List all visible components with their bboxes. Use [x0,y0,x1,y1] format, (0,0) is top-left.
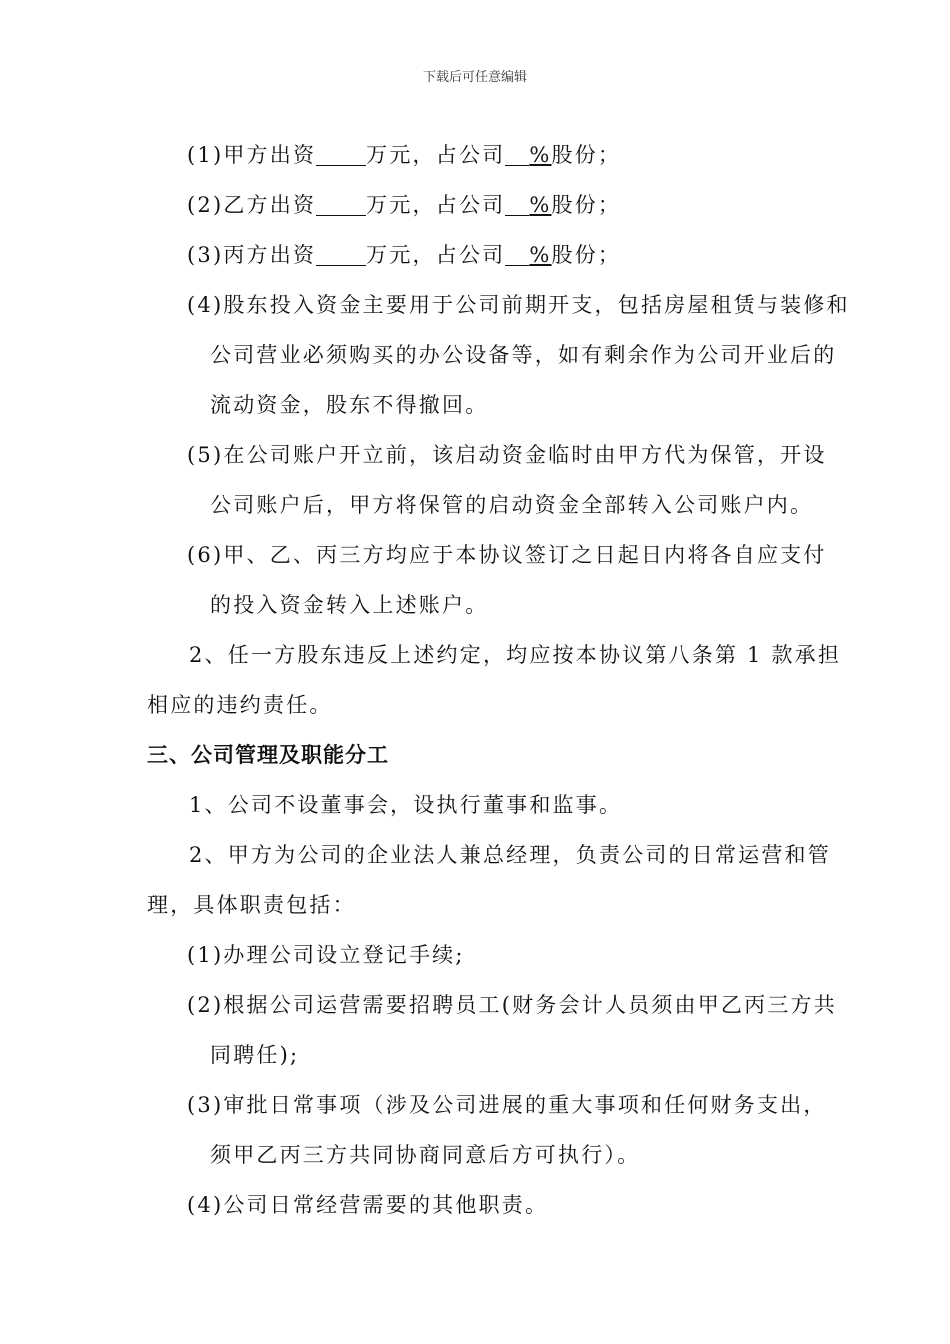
clause-2-line-2: 相应的违约责任。 [147,693,333,717]
share-item-3 [147,230,807,280]
percent-sign: % [529,193,552,217]
duty-item-3-line-2: 须甲乙丙三方共同协商同意后方可执行）。 [210,1143,641,1167]
share-prefix: (2)乙方出资 [187,193,317,217]
item-4-line-1: (4)股东投入资金主要用于公司前期开支，包括房屋租赁与装修和 [187,293,850,317]
share-item-1 [147,130,807,180]
share-mid: 万元，占公司 [366,193,506,217]
amount-blank[interactable] [316,193,366,216]
duty-item-2-line-2: 同聘任); [210,1043,300,1067]
percent-blank[interactable] [505,143,529,166]
clause-2-line-1: 2、任一方股东违反上述约定，均应按本协议第八条第 1 款承担 [189,643,842,667]
share-prefix: (1)甲方出资 [187,143,317,167]
percent-sign: % [529,143,552,167]
page-header: 下载后可任意编辑 [422,70,527,85]
amount-blank[interactable] [316,143,366,166]
share-mid: 万元，占公司 [366,143,506,167]
share-suffix: 股份； [551,193,622,217]
item-4-line-2: 公司营业必须购买的办公设备等，如有剩余作为公司开业后的 [210,343,837,367]
item-6-line-2: 的投入资金转入上述账户。 [210,593,489,617]
duty-item-4: (4)公司日常经营需要的其他职责。 [187,1193,549,1217]
item-5-line-2: 公司账户后，甲方将保管的启动资金全部转入公司账户内。 [210,493,814,517]
duty-item-2-line-1: (2)根据公司运营需要招聘员工(财务会计人员须由甲乙丙三方共 [187,993,837,1017]
amount-blank[interactable] [316,243,366,266]
percent-blank[interactable] [505,193,529,216]
section-3-heading: 三、公司管理及职能分工 [147,742,389,767]
share-prefix: (3)丙方出资 [187,243,317,267]
share-mid: 万元，占公司 [366,243,506,267]
share-suffix: 股份； [551,243,622,267]
item-6-line-1: (6)甲、乙、丙三方均应于本协议签订之日起日内将各自应支付 [187,543,827,567]
section-3-clause-2-line-1: 2、甲方为公司的企业法人兼总经理，负责公司的日常运营和管 [189,843,831,867]
percent-blank[interactable] [505,243,529,266]
share-suffix: 股份； [551,143,622,167]
duty-item-1: (1)办理公司设立登记手续; [187,943,465,967]
duty-item-3-line-1: (3)审批日常事项（涉及公司进展的重大事项和任何财务支出， [187,1093,827,1117]
item-5-line-1: (5)在公司账户开立前，该启动资金临时由甲方代为保管，开设 [187,443,827,467]
section-3-clause-1: 1、公司不设董事会，设执行董事和监事。 [189,793,623,817]
item-4-line-3: 流动资金，股东不得撤回。 [210,393,489,417]
percent-sign: % [529,243,552,267]
share-item-2 [147,180,807,230]
section-3-clause-2-line-2: 理，具体职责包括： [147,893,356,917]
document-body [147,130,850,1230]
